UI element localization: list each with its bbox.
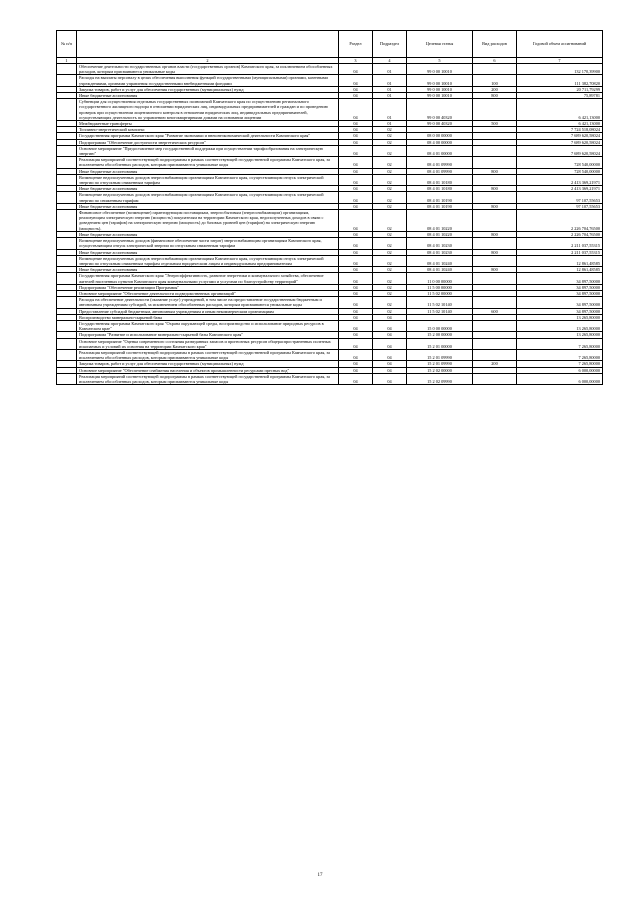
table-row [57,210,603,232]
cell-article: 11 5 02 00000 [407,290,473,296]
cell-amount: 7 265,80000 [517,349,603,360]
cell-expense-type: 800 [473,231,517,237]
cell-name: Основное мероприятие "Предоставление мер государственной поддержки при осуществлении тарифообразования на электрическую энергию" [77,145,339,156]
cell-article: 08 4 01 10230 [407,238,473,249]
cell-section: 04 [339,186,373,192]
col-number: 1 [57,58,77,64]
cell-num [57,320,77,331]
cell-amount: 2 226 704,76500 [517,210,603,232]
table-row [57,174,603,185]
table-row [57,64,603,75]
cell-subsection: 02 [373,133,407,139]
cell-expense-type: 800 [473,186,517,192]
cell-name: Иные бюджетные ассигнования [77,203,339,209]
table-row [57,145,603,156]
cell-amount: 7 689 620,58024 [517,145,603,156]
cell-expense-type [473,320,517,331]
cell-article: 08 4 01 10240 [407,255,473,266]
cell-name: Государственная программа Камчатского края "Развитие экономики и внешнеэкономической деятельности Камчатского края" [77,133,339,139]
cell-name: Государственная программа Камчатского края "Энергоэффективность, развитие энергетики и коммунального хозяйства, обеспечение жителей населенных пунктов Камчатского края коммунальными услугами и услугами по благоустройству территорий" [77,273,339,284]
cell-expense-type [473,273,517,284]
cell-name: Финансовое обеспечение (возмещение) гарантирующим поставщикам, энергосбытовым (энергоснабжающим) организациям, реализующим электрическую энергию (мощность) покупателям на территории Камчатского края, недополученных доходов в связи с доведением цен (тарифов) на электрическую энергию (мощность) до базовых уровней цен (тарифов) на электрическую энергию (мощность). [77,210,339,232]
cell-name: Возмещение недополученных доходов энергоснабжающим организациям Камчатского края, осуществляющим отпуск электрической энергии по сниженным тарифам [77,192,339,203]
cell-subsection: 04 [373,314,407,320]
col-number: 7 [517,58,603,64]
cell-subsection: 02 [373,273,407,284]
cell-subsection: 02 [373,127,407,133]
cell-section: 04 [339,249,373,255]
cell-expense-type: 800 [473,93,517,99]
cell-article: 11 0 00 00000 [407,273,473,284]
cell-article: 08 4 01 10190 [407,203,473,209]
col-number: 4 [373,58,407,64]
cell-section: 04 [339,361,373,367]
table-row [57,99,603,121]
table-row [57,238,603,249]
cell-name: Расходы на выплаты персоналу в целях обеспечения выполнения функций государственными (муниципальными) органами, казенными учреждениями, органами управления государственными внебюджетными фондами [77,75,339,86]
cell-subsection: 02 [373,157,407,168]
header-name [77,31,339,58]
cell-name: Субвенции для осуществления отдельных государственных полномочий Камчатского края по осуществлению регионального государственного жилищного надзора в отношении юридических лиц, индивидуальных предпринимателей и граждан и по проведению проверок при осуществлении лицензионного контроля в отношении юридических лиц, индивидуальных предпринимателей, осуществляющих деятельность по управлению многоквартирными домами на основании лицензии [77,99,339,121]
cell-section: 04 [339,308,373,314]
cell-article: 08 4 01 00000 [407,145,473,156]
cell-amount: 13 265,80000 [517,332,603,338]
cell-section: 04 [339,174,373,185]
cell-section: 04 [339,133,373,139]
cell-article: 15 2 01 00000 [407,338,473,349]
cell-expense-type [473,174,517,185]
cell-article: 99 0 00 10010 [407,86,473,92]
cell-name: Основное мероприятие "Обеспечение деятельности подведомственных организаций" [77,290,339,296]
cell-article: 08 4 01 10220 [407,210,473,232]
cell-amount: 6 000,00000 [517,367,603,373]
cell-article: 11 5 00 00000 [407,284,473,290]
cell-article: 08 4 01 09990 [407,157,473,168]
cell-name: Расходы на обеспечение деятельности (оказание услуг) учреждений, в том числе на предоставление государственным бюджетным и автономным учреждениям субсидий, за исключением обособленных расходов, которым присваиваются уникальные коды [77,297,339,308]
cell-expense-type: 100 [473,75,517,86]
cell-amount: 728 540,00000 [517,157,603,168]
cell-amount: 2 226 704,76500 [517,231,603,237]
cell-subsection: 01 [373,121,407,127]
cell-amount: 34 897,50000 [517,297,603,308]
cell-article: 08 4 01 10190 [407,192,473,203]
cell-section: 04 [339,238,373,249]
cell-subsection: 02 [373,168,407,174]
cell-expense-type [473,157,517,168]
col-number: 6 [473,58,517,64]
cell-name: Возмещение недополученных доходов энергоснабжающим организациям Камчатского края, осуществляющим отпуск электрической энергии по отпускным сниженным тарифам отдельным юридическим лицам и индивидуальным предпринимателям [77,255,339,266]
cell-amount: 6 421,13000 [517,99,603,121]
cell-num [57,99,77,121]
cell-expense-type [473,99,517,121]
cell-section: 04 [339,320,373,331]
cell-name: Подпрограмма "Обеспечение реализации Программы" [77,284,339,290]
cell-subsection: 02 [373,267,407,273]
cell-section: 04 [339,86,373,92]
cell-name: Подпрограмма "Развитие и использование минерально-сырьевой базы Камчатского края" [77,332,339,338]
cell-section: 04 [339,367,373,373]
cell-expense-type [473,145,517,156]
cell-expense-type [473,64,517,75]
table-row [57,373,603,384]
cell-section: 04 [339,210,373,232]
cell-section: 04 [339,338,373,349]
cell-article: 15 0 00 00000 [407,320,473,331]
cell-subsection: 02 [373,249,407,255]
cell-amount: 13 265,80000 [517,320,603,331]
table-body [57,64,603,385]
cell-subsection: 02 [373,186,407,192]
cell-section: 04 [339,139,373,145]
cell-subsection: 04 [373,361,407,367]
cell-subsection: 02 [373,255,407,266]
cell-name: Реализация мероприятий соответствующей подпрограммы в рамках соответствующей государственной программы Камчатского края, за исключением обособленных расходов, которым присваиваются уникальные коды [77,157,339,168]
cell-article: 99 0 00 40320 [407,121,473,127]
cell-expense-type: 200 [473,86,517,92]
cell-name: Реализация мероприятий соответствующей подпрограммы в рамках соответствующей государственной программы Камчатского края, за исключением обособленных расходов, которым присваиваются уникальные коды [77,373,339,384]
cell-subsection: 02 [373,290,407,296]
cell-article: 11 5 02 10140 [407,308,473,314]
cell-name: Воспроизводство минерально-сырьевой базы [77,314,339,320]
cell-expense-type [473,297,517,308]
cell-amount: 75,89781 [517,93,603,99]
cell-subsection: 02 [373,238,407,249]
cell-name: Иные бюджетные ассигнования [77,93,339,99]
header-num: № п/п [57,31,77,58]
cell-section: 04 [339,297,373,308]
cell-section: 04 [339,203,373,209]
table-row [57,273,603,284]
cell-num [57,297,77,308]
cell-expense-type [473,255,517,266]
cell-article: 08 0 00 00000 [407,133,473,139]
budget-table [56,30,603,385]
cell-section: 04 [339,373,373,384]
cell-expense-type [473,210,517,232]
cell-expense-type: 200 [473,361,517,367]
cell-num [57,210,77,232]
cell-section: 04 [339,127,373,133]
cell-subsection: 02 [373,174,407,185]
cell-amount: 7 265,80000 [517,338,603,349]
cell-expense-type [473,349,517,360]
cell-subsection: 04 [373,332,407,338]
cell-name: Предоставление субсидий бюджетным, автономным учреждениям и иным некоммерческим организациям [77,308,339,314]
cell-expense-type: 800 [473,267,517,273]
col-number: 5 [407,58,473,64]
col-number: 3 [339,58,373,64]
cell-article: 15 2 02 09990 [407,373,473,384]
header-amount: Годовой объем ассигнований [517,31,603,58]
cell-name: Основное мероприятие "Обеспечение снабжения населения и объектов промышленности ресурсами пресных вод" [77,367,339,373]
cell-expense-type [473,373,517,384]
cell-name: Межбюджетные трансферты [77,121,339,127]
cell-subsection: 04 [373,320,407,331]
cell-article: 08 4 01 10220 [407,231,473,237]
cell-amount: 6 000,00000 [517,373,603,384]
cell-subsection: 02 [373,192,407,203]
cell-name: Подпрограмма "Обеспечение доступности энергетических ресурсов" [77,139,339,145]
cell-subsection: 01 [373,64,407,75]
cell-amount: 7 689 620,58024 [517,139,603,145]
cell-section: 04 [339,99,373,121]
table-row [57,297,603,308]
cell-article: 08 4 01 10180 [407,174,473,185]
cell-article: 99 0 00 10010 [407,75,473,86]
cell-subsection: 02 [373,297,407,308]
cell-amount: 34 897,50000 [517,308,603,314]
cell-name: Иные бюджетные ассигнования [77,249,339,255]
cell-amount: 111 382,70820 [517,75,603,86]
cell-section: 04 [339,349,373,360]
cell-amount: 7 724 518,08024 [517,127,603,133]
cell-section: 04 [339,192,373,203]
cell-article: 99 0 00 40320 [407,99,473,121]
cell-subsection: 04 [373,349,407,360]
cell-subsection: 01 [373,86,407,92]
cell-amount: 132 170,39900 [517,64,603,75]
cell-name: Иные бюджетные ассигнования [77,231,339,237]
cell-section: 04 [339,284,373,290]
cell-amount: 2 211 037,55315 [517,238,603,249]
cell-article: 08 4 01 10180 [407,186,473,192]
cell-subsection: 01 [373,93,407,99]
cell-section: 04 [339,273,373,284]
cell-amount: 13 265,80000 [517,314,603,320]
cell-expense-type: 500 [473,121,517,127]
cell-article: 08 4 00 00000 [407,139,473,145]
cell-amount: 34 897,50000 [517,284,603,290]
cell-article: 08 4 01 10230 [407,249,473,255]
cell-num [57,174,77,185]
cell-article: 11 5 02 10140 [407,297,473,308]
cell-amount: 97 107,55653 [517,192,603,203]
cell-name: Топливно-энергетический комплекс [77,127,339,133]
cell-amount: 34 897,50000 [517,273,603,284]
cell-num [57,255,77,266]
table-row [57,320,603,331]
cell-num [57,273,77,284]
table-row [57,255,603,266]
cell-expense-type: 800 [473,168,517,174]
cell-num [57,75,77,86]
cell-num [57,145,77,156]
cell-expense-type: 800 [473,203,517,209]
cell-amount: 12 861,48585 [517,267,603,273]
cell-expense-type [473,192,517,203]
cell-subsection: 02 [373,308,407,314]
cell-name: Возмещение недополученных доходов (финансовое обеспечение части затрат) энергоснабжающим организациям Камчатского края, осуществляющим отпуск электрической энергии по отпускным сниженным тарифам [77,238,339,249]
cell-num [57,64,77,75]
cell-subsection: 02 [373,284,407,290]
document-page [56,30,602,385]
cell-expense-type [473,338,517,349]
cell-section: 04 [339,93,373,99]
table-row [57,338,603,349]
cell-amount: 12 861,48585 [517,255,603,266]
cell-subsection: 04 [373,373,407,384]
cell-amount: 2 413 369,21971 [517,186,603,192]
cell-amount: 2 413 369,21971 [517,174,603,185]
header-article: Целевая статья [407,31,473,58]
header-expense-type: Вид расходов [473,31,517,58]
cell-expense-type: 800 [473,249,517,255]
cell-section: 04 [339,314,373,320]
page-number: 17 [317,873,323,878]
cell-section: 04 [339,64,373,75]
cell-section: 04 [339,332,373,338]
cell-subsection: 02 [373,145,407,156]
cell-name: Закупка товаров, работ и услуг для обеспечения государственных (муниципальных) нужд [77,361,339,367]
cell-num [57,238,77,249]
cell-amount: 6 421,13000 [517,121,603,127]
cell-amount: 7 265,80000 [517,361,603,367]
cell-expense-type: 600 [473,308,517,314]
cell-amount: 728 540,00000 [517,168,603,174]
cell-num [57,338,77,349]
cell-num [57,192,77,203]
cell-subsection: 02 [373,203,407,209]
cell-section: 04 [339,145,373,156]
cell-section: 04 [339,168,373,174]
table-row [57,192,603,203]
cell-amount: 7 689 620,58024 [517,133,603,139]
cell-subsection: 02 [373,231,407,237]
cell-section: 04 [339,267,373,273]
cell-article: 15 2 00 00000 [407,332,473,338]
cell-subsection: 02 [373,210,407,232]
cell-name: Возмещение недополученных доходов энергоснабжающим организациям Камчатского края, осуществляющим отпуск электрической энергии по отпускным сниженным тарифам [77,174,339,185]
cell-subsection: 01 [373,99,407,121]
header-subsection: Подраздел [373,31,407,58]
cell-amount: 2 211 037,55315 [517,249,603,255]
cell-article: 15 2 02 00000 [407,367,473,373]
header-section: Раздел [339,31,373,58]
cell-subsection: 01 [373,75,407,86]
cell-name: Реализация мероприятий соответствующей подпрограммы в рамках соответствующей государственной программы Камчатского края, за исключением обособленных расходов, которым присваиваются уникальные коды [77,349,339,360]
cell-article: 15 2 01 09990 [407,361,473,367]
cell-amount: 20 711,79299 [517,86,603,92]
cell-expense-type [473,238,517,249]
cell-section: 04 [339,75,373,86]
table-row [57,157,603,168]
cell-section: 04 [339,290,373,296]
table-row [57,75,603,86]
cell-name: Иные бюджетные ассигнования [77,186,339,192]
col-number: 2 [77,58,339,64]
cell-section: 04 [339,231,373,237]
cell-subsection: 04 [373,367,407,373]
cell-article: 15 2 01 09990 [407,349,473,360]
cell-name: Иные бюджетные ассигнования [77,168,339,174]
cell-section: 04 [339,255,373,266]
cell-amount: 34 897,50000 [517,290,603,296]
cell-name: Обеспечение деятельности государственных органов власти (государственных органов) Камчатского края, за исключением обособленных расходов, которым присваиваются уникальные коды [77,64,339,75]
table-row [57,349,603,360]
cell-article: 08 4 01 10240 [407,267,473,273]
cell-num [57,373,77,384]
cell-num [57,349,77,360]
cell-name: Иные бюджетные ассигнования [77,267,339,273]
cell-amount: 97 107,55653 [517,203,603,209]
cell-section: 04 [339,157,373,168]
cell-name: Государственная программа Камчатского края "Охрана окружающей среды, воспроизводство и использование природных ресурсов в Камчатском крае" [77,320,339,331]
cell-article: 08 4 01 09990 [407,168,473,174]
cell-num [57,157,77,168]
cell-subsection: 02 [373,139,407,145]
cell-name: Закупка товаров, работ и услуг для обеспечения государственных (муниципальных) нужд [77,86,339,92]
cell-article: 99 0 00 10010 [407,93,473,99]
cell-article: 99 0 00 10010 [407,64,473,75]
table-header-row [57,31,603,58]
cell-subsection: 04 [373,338,407,349]
cell-name: Основное мероприятие "Оценка современного состояния разведанных запасов и прогнозных ресурсов общераспространенных полезных ископаемых и условий их освоения на территории Камчатского края" [77,338,339,349]
cell-section: 04 [339,121,373,127]
